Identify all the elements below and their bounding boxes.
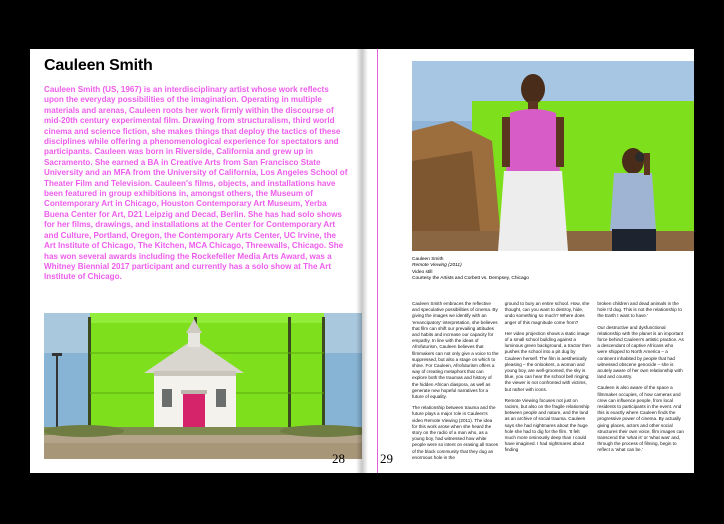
caption-work: Remote Viewing (2011)	[412, 263, 462, 269]
essay-columns	[412, 301, 684, 466]
page-number-right: 29	[380, 451, 393, 466]
page-divider-line	[377, 49, 378, 473]
paragraph: The relationship between trauma and the future plays a major role in Cauleen's video Remote Viewing (2011). The idea for this work arose when she heard the story on the radio of a man who, as a young boy, had witnessed how white people were so intent on erasing all traces of the black community that they dug an enormous hole in the	[412, 405, 499, 460]
essay-column-2	[505, 301, 592, 466]
essay-column-3	[597, 301, 684, 466]
video-still-photo	[412, 61, 694, 251]
paragraph: ground to bury an entire school. How, she thought, can you want to destroy, hide, undo something so much? Where does anger of this magnitude come from?	[504, 301, 590, 325]
left-page	[30, 49, 362, 473]
paragraph: Our destructive and dysfunctional relationship with the planet is an important force behind Cauleen's artistic practice. As a descendant of captive Africans who were shipped to North America – a continent inhabited by people that had witnessed obscene genocide – she is acutely aware of her own relationship with land and country.	[597, 324, 684, 380]
schoolhouse-photo	[44, 313, 362, 459]
caption-credit: Courtesy the Artists and Corbett vs. Dempsey, Chicago	[412, 276, 529, 282]
caption-name: Cauleen Smith	[412, 257, 444, 262]
caption-type: Video still	[412, 269, 433, 275]
right-page	[362, 49, 694, 473]
photo-caption	[412, 257, 562, 283]
artist-title: Cauleen Smith	[44, 57, 153, 74]
paragraph: Cauleen is also aware of the space a filmmaker occupies, of how cameras and crew can influence people, from local residents to participants in the event. And this is exactly where Cauleen finds the progressive power of cinema. By actually giving places, actors and other social structures their own voice, film images can transcend the 'what is' or 'what was' and, through the process of filming, begin to reflect a 'what can be.'	[597, 385, 684, 453]
paragraph: Her video projection shows a static image of a small school building against a luminous green background, a tractor then pushes the school into a pit dug by Cauleen herself. The film is aesthetically pleasing – the onlookers, a woman and young boy, are well-groomed, the sky is blue, you can hear the school bell ringing; the viewer is not confronted with victims, but rather with icons.	[504, 330, 591, 392]
artist-bio: Cauleen Smith (US, 1967) is an interdisciplinary artist whose work reflects upon the everyday possibilities of the imagination. Operating in multiple materials and arenas, Cauleen roots her work firmly within the discourse of mid-20th century experimental film. Drawing from structuralism, third world cinema and science fiction, she makes things that deploy the tactics of these disciplines while offering a phenomenological experience for spectators and participants. Cauleen was born in Riverside, California and grew up in Sacramento. She earned a BA in Creative Arts from San Francisco State University and an MFA from the University of California, Los Angeles School of Theater Film and Television. Cauleen's films, objects, and installations have been featured in group exhibitions in, amongst others, the Museum of Contemporary Art in Chicago, Houston Contemporary Art Museum, Yerba Buena Center for Art, D21 Leipzig and Decad, Berlin. She has had solo shows for her films, drawings, and installations at the Center for Contemporary Art and Culture, Portland, Oregon, the Contemporary Arts Center, UC Irvine, the Art Institute of Chicago, The Kitchen, MCA Chicago, Threewalls, Chicago. She has won several awards including the Rockefeller Media Arts Award, was a Whitney Biennial 2017 participant and currently has a solo show at The Art Institute of Chicago.	[44, 85, 348, 282]
paragraph: Remote Viewing focuses not just on racism, but also on the fragile relationship between people and nature, and the land as an archive of social trauma. Cauleen says she had nightmares about the huge hole she had to dig for the film. 'It felt much more ominously deep than I could have imagined. I had nightmares about finding	[504, 397, 590, 453]
essay-column-1	[412, 301, 499, 466]
page-number-left: 28	[332, 451, 345, 466]
paragraph: Cauleen Smith embraces the reflective and speculative possibilities of cinema. By giving the images we identify with an 'emancipatory' interpretation, she believes that film can shift our prevailing attitudes and habits and increase our capacity for empathy. In line with the ideas of Afrofuturism, Cauleen believes that filmmakers can not only give a voice to the suppressed, but also a stage on which to shine. For Cauleen, Afrofuturism offers a way of creating metaphors that can explore both the traumas and history of the hidden African diaspora, as well as generate new hopeful narratives for a future of equality.	[412, 301, 499, 400]
paragraph: broken children and dead animals in the hole I'd dug. This is not the relationship to the Earth I want to have.'	[597, 301, 682, 319]
book-spine-shadow	[356, 49, 368, 473]
